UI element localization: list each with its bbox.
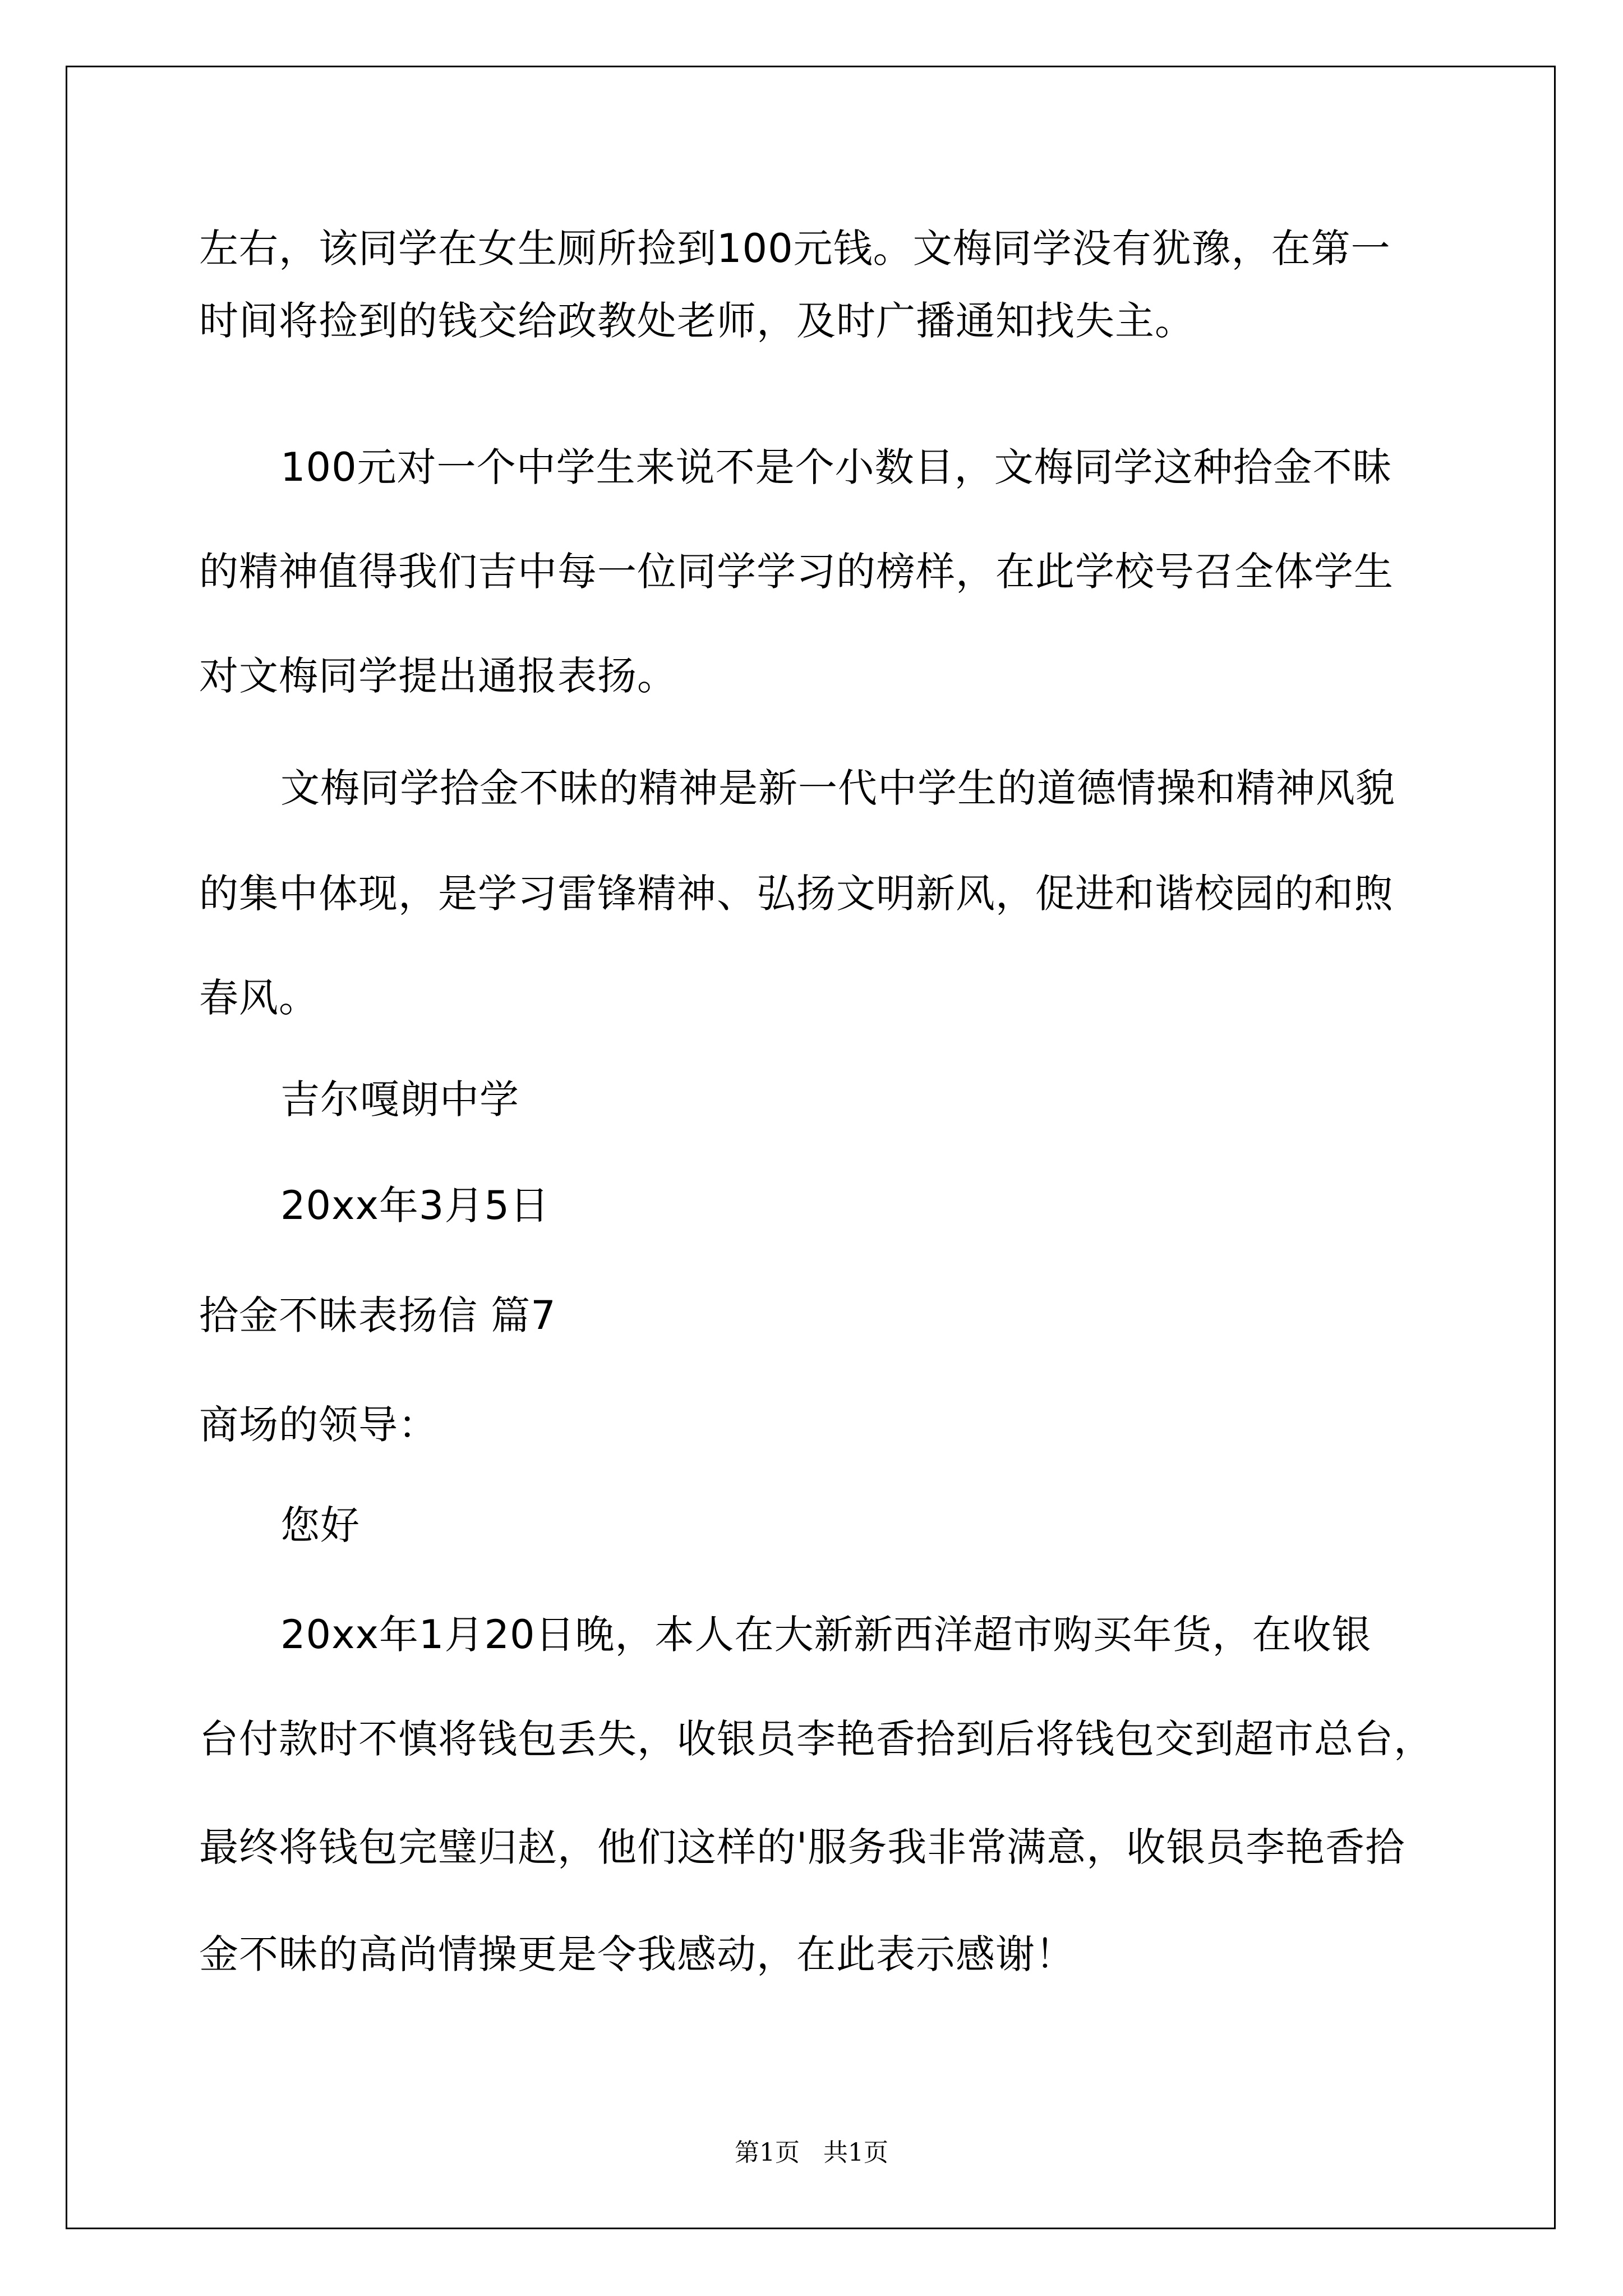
paragraph-line: 金不昧的高尚情操更是令我感动，在此表示感谢！ [199,1931,1075,1977]
paragraph-line: 20xx年1月20日晚，本人在大新新西洋超市购买年货，在收银 [280,1612,1372,1658]
signature-date: 20xx年3月5日 [280,1182,550,1228]
paragraph-line: 100元对一个中学生来说不是个小数目，文梅同学这种拾金不昧 [280,444,1393,490]
paragraph-line: 的集中体现，是学习雷锋精神、弘扬文明新风，促进和谐校园的和煦 [199,871,1394,917]
paragraph-line: 对文梅同学提出通报表扬。 [199,653,677,699]
greeting: 您好 [280,1502,360,1548]
paragraph-line: 时间将捡到的钱交给政教处老师，及时广播通知找失主。 [199,298,1195,344]
page-footer: 第1页 共1页 [735,2138,888,2167]
page-border [66,66,1556,2229]
section-heading: 拾金不昧表扬信 篇7 [199,1292,556,1338]
paragraph-line: 春风。 [199,975,319,1021]
paragraph-line: 台付款时不慎将钱包丢失，收银员李艳香拾到后将钱包交到超市总台， [199,1716,1433,1762]
paragraph-line: 文梅同学拾金不昧的精神是新一代中学生的道德情操和精神风貌 [280,765,1395,811]
salutation: 商场的领导： [199,1402,438,1448]
paragraph-line: 左右，该同学在女生厕所捡到100元钱。文梅同学没有犹豫，在第一 [199,226,1391,272]
signature-school: 吉尔嘎朗中学 [280,1076,519,1122]
paragraph-line: 最终将钱包完璧归赵，他们这样的'服务我非常满意，收银员李艳香拾 [199,1824,1405,1870]
paragraph-line: 的精神值得我们吉中每一位同学学习的榜样，在此学校号召全体学生 [199,549,1394,595]
